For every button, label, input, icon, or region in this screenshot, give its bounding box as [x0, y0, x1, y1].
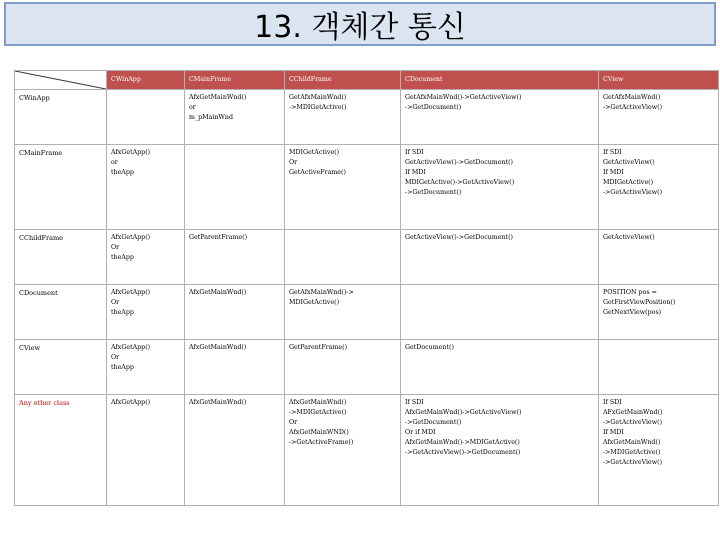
- cell-text: ->GetActiveView(): [603, 189, 663, 196]
- cell-text: GetAfxMainWnd()->: [289, 289, 354, 296]
- table-cell: [599, 285, 719, 340]
- cell-text: theApp: [111, 169, 134, 176]
- cell-text: GetActiveFrame(): [289, 169, 346, 176]
- table-row: [15, 340, 719, 395]
- cell-text: AfxGetApp(): [111, 344, 151, 351]
- diagonal-line: [15, 71, 106, 89]
- table-cell: [185, 145, 285, 230]
- col-header-cmainframe: CMainFrame: [185, 71, 285, 90]
- cell-text: ->GetActiveView()->GetDocument(): [405, 449, 521, 456]
- cell-text: ->GetActiveView(): [603, 419, 663, 426]
- cell-text: Or: [289, 159, 298, 166]
- table-body: [15, 90, 719, 506]
- table-cell: [185, 230, 285, 285]
- row-header: CMainFrame: [15, 145, 107, 230]
- table-row: [15, 230, 719, 285]
- table-cell: [285, 285, 401, 340]
- table-cell: [107, 90, 185, 145]
- table-cell: [401, 340, 599, 395]
- cell-text: AfxGetApp(): [111, 234, 151, 241]
- table-cell: [599, 145, 719, 230]
- table-cell: [107, 285, 185, 340]
- slide-title: 13. 객체간 통신: [254, 10, 466, 45]
- table-row: [15, 145, 719, 230]
- row-header: CChildFrame: [15, 230, 107, 285]
- cell-text: GetAfxMainWnd(): [289, 94, 347, 101]
- cell-text: If MDI: [603, 169, 624, 176]
- table-cell: [185, 340, 285, 395]
- table-cell: [285, 90, 401, 145]
- cell-text: ->GetActiveView(): [603, 104, 663, 111]
- cell-text: theApp: [111, 309, 134, 316]
- cell-text: AfxGetMainWnd(): [189, 289, 247, 296]
- col-header-cchildframe: CChildFrame: [285, 71, 401, 90]
- table-cell: [285, 395, 401, 506]
- cell-text: ->MDIGetActive(): [289, 409, 347, 416]
- cell-text: ->GetActiveView(): [603, 459, 663, 466]
- col-header-cview: CView: [599, 71, 719, 90]
- cell-text: GetActiveView(): [603, 159, 655, 166]
- cell-text: MDIGetActive(): [289, 149, 340, 156]
- cell-text: AfxGetMainWnd(): [603, 439, 661, 446]
- cell-text: Or: [289, 419, 298, 426]
- table-cell: [401, 395, 599, 506]
- cell-text: or: [111, 159, 118, 166]
- table-cell: [401, 230, 599, 285]
- communication-table: [14, 70, 719, 506]
- cell-text: POSITION pos =: [603, 289, 657, 296]
- cell-text: GetFirstViewPosition(): [603, 299, 676, 306]
- table-cell: [107, 230, 185, 285]
- cell-text: m_pMainWnd: [189, 114, 233, 121]
- cell-text: If MDI: [603, 429, 624, 436]
- cell-text: MDIGetActive()->GetActiveView(): [405, 179, 515, 186]
- cell-text: Or: [111, 299, 120, 306]
- cell-text: GetAfxMainWnd(): [603, 94, 661, 101]
- cell-text: ->GetDocument(): [405, 104, 462, 111]
- table-row: [15, 285, 719, 340]
- cell-text: Or: [111, 244, 120, 251]
- table-cell: [599, 90, 719, 145]
- slide-title-box: [4, 2, 716, 46]
- table-cell: [107, 145, 185, 230]
- table-cell: [285, 230, 401, 285]
- cell-text: MDIGetActive(): [603, 179, 654, 186]
- cell-text: AfxGetApp(): [111, 149, 151, 156]
- table-cell: [285, 340, 401, 395]
- cell-text: Or if MDI: [405, 429, 436, 436]
- cell-text: If SDI: [405, 399, 424, 406]
- table-cell: [401, 145, 599, 230]
- cell-text: ->GetActiveFrame(): [289, 439, 354, 446]
- table-cell: [185, 90, 285, 145]
- table-cell: [599, 340, 719, 395]
- cell-text: AfxGetMainWnd()->MDIGetActive(): [405, 439, 520, 446]
- table-cell: [107, 395, 185, 506]
- col-header-cwinapp: CWinApp: [107, 71, 185, 90]
- cell-text: GetActiveView(): [603, 234, 655, 241]
- cell-text: If SDI: [405, 149, 424, 156]
- cell-text: MDIGetActive(): [289, 299, 340, 306]
- cell-text: AFxGetMainWnd(): [603, 409, 663, 416]
- cell-text: GetParentFrame(): [189, 234, 248, 241]
- cell-text: AfxGetApp(): [111, 289, 151, 296]
- cell-text: ->GetDocument(): [405, 419, 462, 426]
- table-cell: [285, 145, 401, 230]
- cell-text: Or: [111, 354, 120, 361]
- cell-text: GetNextView(pos): [603, 309, 662, 316]
- cell-text: ->MDIGetActive(): [289, 104, 347, 111]
- cell-text: ->GetDocument(): [405, 189, 462, 196]
- table-cell: [185, 285, 285, 340]
- cell-text: GetAfxMainWnd()->GetActiveView(): [405, 94, 522, 101]
- cell-text: GetParentFrame(): [289, 344, 348, 351]
- cell-text: AfxGetApp(): [111, 399, 151, 406]
- cell-text: ->MDIGetActive(): [603, 449, 661, 456]
- row-header: CWinApp: [15, 90, 107, 145]
- table-cell: [401, 285, 599, 340]
- row-header: Any other class: [15, 395, 107, 506]
- table-row: [15, 395, 719, 506]
- cell-text: If SDI: [603, 149, 622, 156]
- table-row: [15, 90, 719, 145]
- cell-text: AfxGetMainWnd(): [189, 399, 247, 406]
- table-cell: [107, 340, 185, 395]
- col-header-cdocument: CDocument: [401, 71, 599, 90]
- cell-text: If SDI: [603, 399, 622, 406]
- cell-text: GetActiveView()->GetDocument(): [405, 234, 513, 241]
- corner-cell: [15, 71, 107, 90]
- cell-text: GetDocument(): [405, 344, 454, 351]
- row-header: CView: [15, 340, 107, 395]
- cell-text: If MDI: [405, 169, 426, 176]
- cell-text: theApp: [111, 364, 134, 371]
- table-cell: [599, 230, 719, 285]
- cell-text: theApp: [111, 254, 134, 261]
- cell-text: AfxGetMainWnd()->GetActiveView(): [405, 409, 522, 416]
- cell-text: GetActiveView()->GetDocument(): [405, 159, 513, 166]
- table-cell: [599, 395, 719, 506]
- header-row: [15, 71, 719, 90]
- table-cell: [401, 90, 599, 145]
- table-cell: [185, 395, 285, 506]
- cell-text: or: [189, 104, 196, 111]
- cell-text: AfxGetMainWnd(): [189, 94, 247, 101]
- row-header: CDocument: [15, 285, 107, 340]
- cell-text: AfxGetMainWnd(): [189, 344, 247, 351]
- cell-text: AfxGetMainWnd(): [289, 399, 347, 406]
- cell-text: AfxGetMainWND(): [289, 429, 349, 436]
